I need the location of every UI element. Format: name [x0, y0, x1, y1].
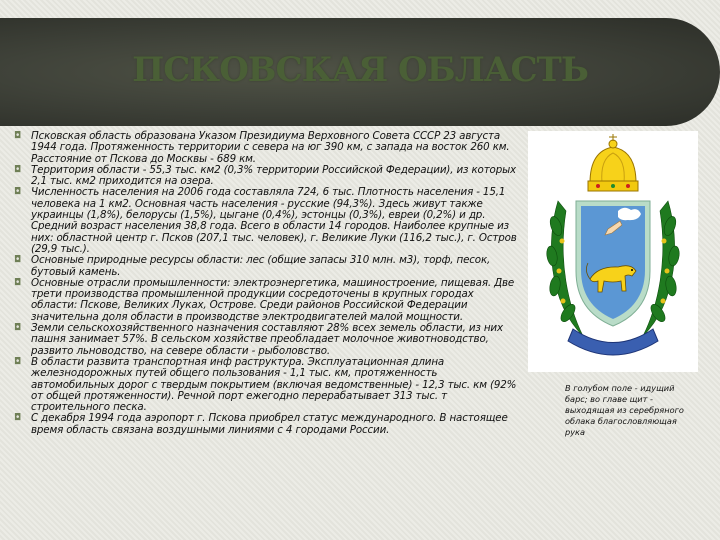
bullet-item: ◘ В области развита транспортная инф раструктура. Эксплуатационная длина железнодорожных путей общего пользования - 1,1 тыс. км, протяженность автомобильных дорог с твердым покрытием (включая ведомственные) - 12,3 тыс. км (92% от общей протяженности). Речной порт ежегодно перерабатывает 313 тыс. т строительного песка. [14, 355, 517, 414]
bullet-list-column [14, 131, 517, 436]
bullet-marker-icon: ◘ [14, 356, 21, 367]
bullet-marker-icon: ◘ [14, 187, 21, 198]
bullet-list [14, 131, 517, 436]
bullet-marker-icon: ◘ [14, 323, 21, 334]
bullet-item: ◘ Численность населения на 2006 года составляла 724, 6 тыс. Плотность населения - 15,1 человека на 1 км2. Основная часть населения - русские (94,3%). Здесь живут также украинцы (1,8%), белорусы (1,5%), цыгане (0,4%), эстонцы (0,3%), евреи (0,2%) и др. Средний возраст населения 38,8 года. Всего в области 14 городов. Наиболее крупные из них: областной центр г. Псков (207,1 тыс. человек), г. Великие Луки (116,2 тыс.), г. Остров (29,9 тыс.). [14, 186, 517, 255]
bullet-item: ◘ Земли сельскохозяйственного назначения составляют 28% всех земель области, из них пашня занимает 57%. В сельском хозяйстве преобладает молочное животноводство, развито льноводство, на севере области - рыболовство. [14, 322, 503, 357]
bullet-marker-icon: ◘ [14, 131, 21, 141]
bullet-item: ◘ Основные отрасли промышленности: электроэнергетика, машиностроение, пищевая. Две трети производства промышленной продукции сосредоточены в крупных городах области: Пскове, Великих Луках, Острове. Среди районов Российской Федерации значительна доля области в производстве электродвигателей малой мощности. [14, 276, 515, 323]
emblem-caption: В голубом поле - идущий барс; во главе щит - выходящая из серебряного облака благословляющая рука [565, 383, 684, 437]
bullet-item: ◘ С декабря 1994 года аэропорт г. Пскова приобрел статус международного. В настоящее время область связана воздушными линиями с 4 городами России. [14, 412, 508, 436]
coat-of-arms-frame [528, 131, 698, 372]
bullet-item: ◘ Псковская область образована Указом Президиума Верховного Совета СССР 23 августа 1944 года. Протяженность территории с севера на юг 390 км, с запада на восток 260 км. Расстояние от Пскова до Москвы - 689 км. [14, 130, 510, 165]
bullet-marker-icon: ◘ [14, 277, 21, 288]
bullet-item: ◘ Территория области - 55,3 тыс. км2 (0,3% территории Российской Федерации), из которых 2,1 тыс. км2 приходится на озера. [14, 163, 517, 188]
bullet-marker-icon: ◘ [14, 164, 21, 175]
pskov-coat-of-arms-icon [528, 131, 698, 372]
slide-title: ПСКОВСКАЯ ОБЛАСТЬ [132, 50, 588, 90]
bullet-marker-icon: ◘ [14, 255, 21, 266]
bullet-item: ◘ Основные природные ресурсы области: лес (общие запасы 310 млн. м3), торф, песок, бутовый камень. [14, 254, 491, 278]
bullet-marker-icon: ◘ [14, 413, 21, 424]
